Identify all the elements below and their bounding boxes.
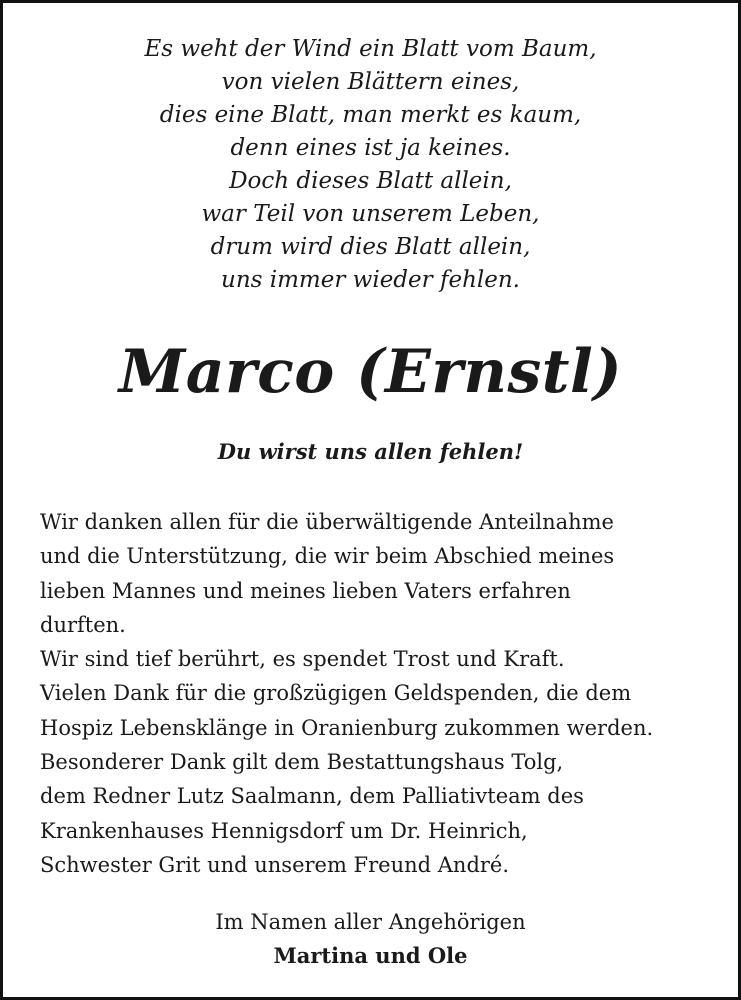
- poem: [3, 33, 738, 297]
- thanks-line: durften.: [40, 612, 126, 637]
- signoff-intro: Im Namen aller Angehörigen: [215, 910, 526, 934]
- signoff-names: Martina und Ole: [273, 943, 468, 968]
- subtitle: Du wirst uns allen fehlen!: [217, 439, 524, 464]
- thanks-line: Schwester Grit und unserem Freund André.: [40, 852, 510, 877]
- poem-line: von vielen Blättern eines,: [221, 69, 520, 95]
- thanks-text: [40, 505, 720, 882]
- poem-line: Es weht der Wind ein Blatt vom Baum,: [144, 36, 597, 62]
- thanks-line: Wir danken allen für die überwältigende Anteilnahme: [40, 510, 614, 534]
- signoff: [3, 905, 738, 973]
- poem-line: drum wird dies Blatt allein,: [210, 234, 531, 260]
- thanks-line: Wir sind tief berührt, es spendet Trost und Kraft.: [40, 647, 565, 672]
- poem-line: denn eines ist ja keines.: [230, 135, 511, 161]
- thanks-line: Krankenhauses Hennigsdorf um Dr. Heinrich,: [40, 818, 528, 843]
- poem-line: uns immer wieder fehlen.: [221, 267, 520, 293]
- thanks-line: Besonderer Dank gilt dem Bestattungshaus Tolg,: [40, 750, 564, 775]
- thanks-line: Vielen Dank für die großzügigen Geldspenden, die dem: [40, 681, 632, 706]
- poem-line: dies eine Blatt, man merkt es kaum,: [159, 102, 582, 128]
- thanks-line: dem Redner Lutz Saalmann, dem Palliativteam des: [40, 784, 584, 809]
- poem-line: Doch dieses Blatt allein,: [229, 168, 512, 194]
- deceased-name: Marco (Ernstl): [118, 337, 623, 407]
- thanks-line: Hospiz Lebensklänge in Oranienburg zukommen werden.: [40, 715, 654, 740]
- thanks-line: lieben Mannes und meines lieben Vaters erfahren: [40, 578, 571, 603]
- poem-line: war Teil von unserem Leben,: [201, 201, 540, 227]
- thanks-line: und die Unterstützung, die wir beim Abschied meines: [40, 544, 615, 569]
